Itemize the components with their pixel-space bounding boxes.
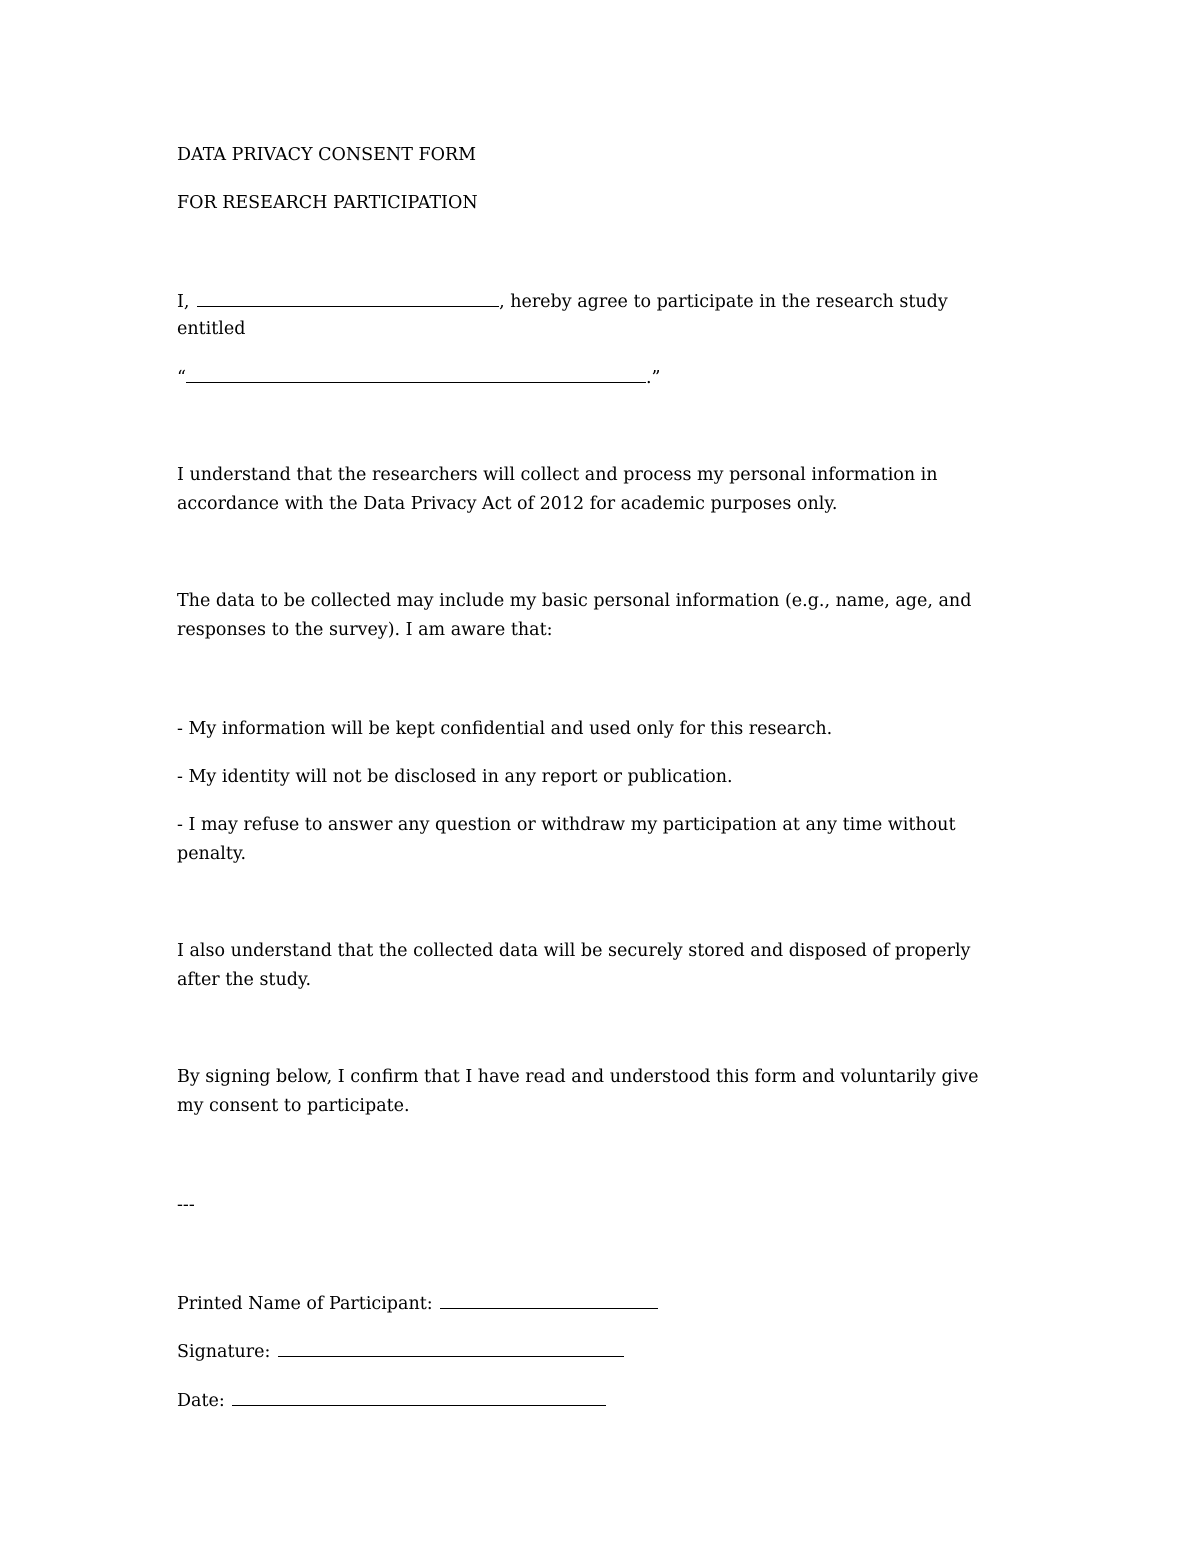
printed-name-row — [177, 1292, 658, 1315]
intro-line — [177, 290, 948, 313]
intro-prefix: I, — [177, 292, 190, 312]
intro-suffix: , hereby agree to participate in the research study — [499, 292, 948, 312]
form-subtitle: FOR RESEARCH PARTICIPATION — [177, 193, 478, 213]
awareness-item: - My information will be kept confidential and used only for this research. — [177, 719, 833, 739]
signature-label: Signature: — [177, 1342, 271, 1362]
date-field[interactable] — [232, 1389, 606, 1406]
study-title-close-quote: .” — [645, 368, 661, 388]
intro-continued: entitled — [177, 319, 246, 339]
date-row — [177, 1389, 606, 1412]
awareness-item: - My identity will not be disclosed in any report or publication. — [177, 767, 733, 787]
awareness-item: - I may refuse to answer any question or withdraw my participation at any time without penalty. — [177, 815, 956, 864]
storage-paragraph: I also understand that the collected data will be securely stored and disposed of properly after the study. — [177, 941, 971, 990]
study-title-line — [177, 366, 660, 389]
date-label: Date: — [177, 1391, 225, 1411]
form-title: DATA PRIVACY CONSENT FORM — [177, 145, 477, 165]
study-title-open-quote: “ — [177, 368, 186, 388]
separator: --- — [177, 1195, 195, 1215]
understanding-paragraph: I understand that the researchers will collect and process my personal information in accordance with the Data Privacy Act of 2012 for academic purposes only. — [177, 465, 938, 514]
printed-name-label: Printed Name of Participant: — [177, 1294, 433, 1314]
printed-name-field[interactable] — [440, 1292, 658, 1309]
confirmation-paragraph: By signing below, I confirm that I have read and understood this form and voluntarily give my consent to participate. — [177, 1067, 979, 1116]
study-title-blank[interactable] — [186, 366, 646, 383]
data-collected-paragraph: The data to be collected may include my basic personal information (e.g., name, age, and responses to the survey). I am aware that: — [177, 591, 972, 640]
participant-name-blank[interactable] — [197, 290, 499, 307]
signature-row — [177, 1340, 624, 1363]
signature-field[interactable] — [278, 1340, 624, 1357]
